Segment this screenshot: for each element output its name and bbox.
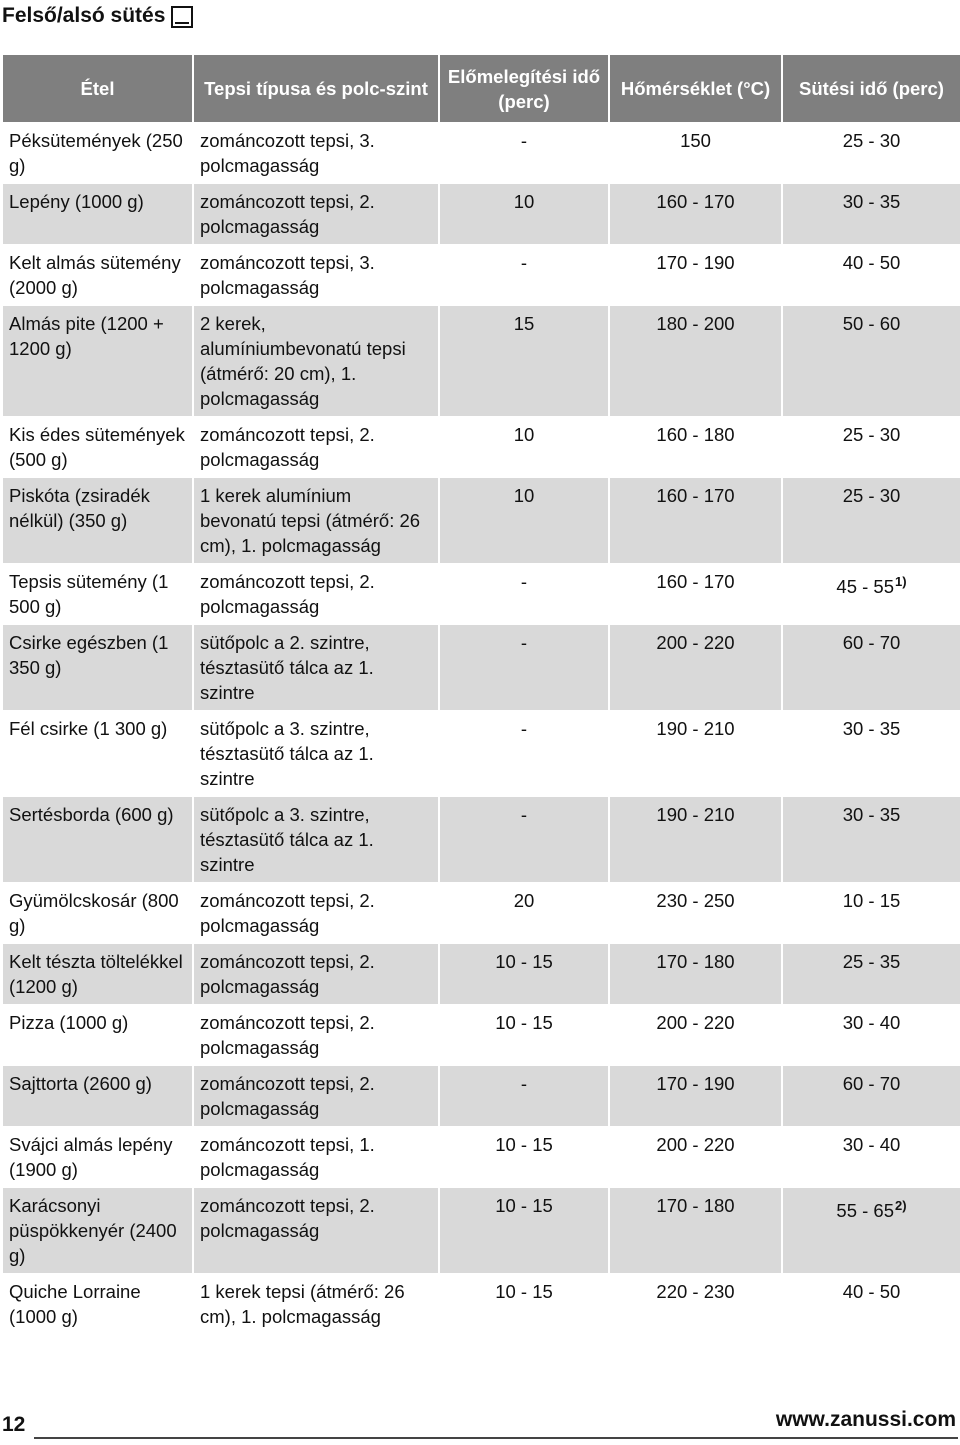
cell-tray (194, 625, 438, 710)
cell-preheat (440, 883, 608, 943)
cell-temperature-value: 170 - 190 (656, 1073, 735, 1094)
cell-cooking-time (783, 944, 960, 1004)
cell-temperature (610, 711, 781, 796)
cell-temperature (610, 1005, 781, 1065)
cell-temperature (610, 944, 781, 1004)
cell-food (3, 711, 192, 796)
cell-tray-value: zománcozott tepsi, 2. polcmagasság (200, 424, 375, 470)
cell-tray (194, 1005, 438, 1065)
header-tray: Tepsi típusa és polc-szint (194, 55, 438, 122)
cell-tray-value: 1 kerek tepsi (átmérő: 26 cm), 1. polcmagasság (200, 1281, 405, 1327)
cell-cooking-time-value: 25 - 30 (842, 485, 901, 506)
cell-tray-value: zománcozott tepsi, 2. polcmagasság (200, 1012, 375, 1058)
cell-food-value: Svájci almás lepény (1900 g) (9, 1134, 173, 1180)
cell-tray-value: zománcozott tepsi, 2. polcmagasság (200, 1073, 375, 1119)
page-number: 12 (2, 1413, 26, 1436)
cell-tray (194, 883, 438, 943)
footnote-marker: 1) (895, 574, 907, 589)
cell-food-value: Kis édes sütemények (500 g) (9, 424, 185, 470)
cell-tray-value: 1 kerek alumínium bevonatú tepsi (átmérő: 26 cm), 1. polcmagasság (200, 485, 421, 556)
cell-preheat-value: 10 - 15 (495, 951, 553, 972)
cell-preheat (440, 1127, 608, 1187)
cell-temperature (610, 1274, 781, 1334)
cell-preheat-value: - (520, 571, 528, 592)
table-row (3, 1005, 960, 1065)
cell-tray-value: sütőpolc a 3. szintre, tésztasütő tálca az 1. szintre (200, 804, 374, 875)
table-row (3, 1127, 960, 1187)
cell-preheat-value: 20 (513, 890, 535, 911)
cell-cooking-time (783, 417, 960, 477)
cell-cooking-time-value: 45 - 55 (836, 576, 895, 597)
cell-temperature (610, 883, 781, 943)
cell-preheat (440, 797, 608, 882)
cell-cooking-time (783, 1188, 960, 1273)
section-title (2, 4, 193, 28)
cell-food-value: Kelt tészta töltelékkel (1200 g) (9, 951, 183, 997)
table-row (3, 417, 960, 477)
cell-cooking-time (783, 478, 960, 563)
cooking-table (1, 54, 960, 1335)
cell-preheat-value: 10 (513, 485, 535, 506)
cell-tray-value: sütőpolc a 2. szintre, tésztasütő tálca az 1. szintre (200, 632, 374, 703)
table-row (3, 883, 960, 943)
cell-tray (194, 1188, 438, 1273)
cell-preheat-value: 10 - 15 (495, 1195, 553, 1216)
cell-food (3, 123, 192, 183)
cell-food-value: Gyümölcskosár (800 g) (9, 890, 179, 936)
cell-preheat-value: 10 (513, 424, 535, 445)
cell-food-value: Sajttorta (2600 g) (9, 1073, 152, 1094)
cell-food-value: Almás pite (1200 + 1200 g) (9, 313, 164, 359)
cell-preheat (440, 564, 608, 624)
cell-cooking-time-value: 60 - 70 (842, 632, 901, 653)
cell-cooking-time-value: 40 - 50 (842, 1281, 901, 1302)
cell-temperature (610, 123, 781, 183)
table-row (3, 1274, 960, 1334)
cell-temperature-value: 190 - 210 (656, 804, 735, 825)
cell-food (3, 1127, 192, 1187)
cell-food (3, 1066, 192, 1126)
cell-food (3, 797, 192, 882)
cell-food (3, 1188, 192, 1273)
cell-temperature-value: 200 - 220 (656, 1012, 735, 1033)
cell-preheat (440, 123, 608, 183)
cell-temperature (610, 417, 781, 477)
cell-food-value: Karácsonyi püspökkenyér (2400 g) (9, 1195, 177, 1266)
cell-temperature-value: 200 - 220 (656, 1134, 735, 1155)
cell-temperature-value: 160 - 170 (656, 191, 735, 212)
cell-food-value: Fél csirke (1 300 g) (9, 718, 168, 739)
cell-cooking-time-value: 30 - 40 (842, 1012, 901, 1033)
table-row (3, 1066, 960, 1126)
cell-food-value: Csirke egészben (1 350 g) (9, 632, 169, 678)
cell-temperature-value: 200 - 220 (656, 632, 735, 653)
cell-cooking-time (783, 245, 960, 305)
cell-temperature-value: 180 - 200 (656, 313, 735, 334)
cell-preheat (440, 1066, 608, 1126)
header-temperature: Hőmérséklet (°C) (610, 55, 781, 122)
cell-food-value: Sertésborda (600 g) (9, 804, 174, 825)
cell-preheat (440, 184, 608, 244)
table-row (3, 245, 960, 305)
cell-cooking-time (783, 1005, 960, 1065)
cell-preheat-value: - (520, 130, 528, 151)
table-body (3, 123, 960, 1334)
cell-food (3, 625, 192, 710)
cell-preheat-value: 15 (513, 313, 535, 334)
header-preheat: Előmelegítési idő (perc) (440, 55, 608, 122)
footer-divider (34, 1437, 958, 1439)
cell-preheat-value: 10 - 15 (495, 1134, 553, 1155)
cell-tray (194, 1274, 438, 1334)
cell-tray (194, 1066, 438, 1126)
cell-preheat-value: 10 - 15 (495, 1281, 553, 1302)
cell-tray (194, 1127, 438, 1187)
table-row (3, 711, 960, 796)
cell-cooking-time-value: 25 - 30 (842, 424, 901, 445)
cell-preheat-value: - (520, 632, 528, 653)
cell-cooking-time (783, 184, 960, 244)
cell-tray (194, 711, 438, 796)
table-row (3, 1188, 960, 1273)
cell-temperature-value: 220 - 230 (656, 1281, 735, 1302)
cell-preheat-value: - (520, 718, 528, 739)
cell-preheat-value: 10 (513, 191, 535, 212)
cell-cooking-time (783, 625, 960, 710)
cell-food (3, 944, 192, 1004)
cell-tray (194, 564, 438, 624)
cell-cooking-time (783, 711, 960, 796)
cell-tray-value: zománcozott tepsi, 2. polcmagasság (200, 571, 375, 617)
cell-tray-value: zománcozott tepsi, 2. polcmagasság (200, 951, 375, 997)
cell-temperature-value: 230 - 250 (656, 890, 735, 911)
cell-tray-value: sütőpolc a 3. szintre, tésztasütő tálca az 1. szintre (200, 718, 374, 789)
table-row (3, 184, 960, 244)
table-header-row (3, 55, 960, 122)
cell-tray (194, 306, 438, 416)
cell-tray (194, 417, 438, 477)
section-title-text: Felső/alsó sütés (2, 4, 166, 27)
cell-preheat (440, 417, 608, 477)
table-row (3, 478, 960, 563)
cell-tray-value: 2 kerek, alumíniumbevonatú tepsi (átmérő: 20 cm), 1. polcmagasság (200, 313, 406, 409)
cell-cooking-time (783, 1127, 960, 1187)
cell-food-value: Tepsis sütemény (1 500 g) (9, 571, 169, 617)
cell-temperature (610, 1066, 781, 1126)
table-row (3, 625, 960, 710)
cell-preheat (440, 478, 608, 563)
cell-cooking-time-value: 60 - 70 (842, 1073, 901, 1094)
cell-temperature-value: 160 - 170 (656, 571, 735, 592)
cell-tray-value: zománcozott tepsi, 3. polcmagasság (200, 252, 375, 298)
cell-temperature (610, 1188, 781, 1273)
top-bottom-heat-icon (171, 6, 193, 28)
cell-preheat (440, 625, 608, 710)
cell-temperature-value: 190 - 210 (656, 718, 735, 739)
cell-temperature (610, 797, 781, 882)
cell-cooking-time-value: 40 - 50 (842, 252, 901, 273)
cell-tray (194, 944, 438, 1004)
cell-cooking-time (783, 1066, 960, 1126)
cell-cooking-time-value: 30 - 35 (842, 804, 901, 825)
cell-tray (194, 184, 438, 244)
website-url: www.zanussi.com (775, 1408, 956, 1431)
cell-cooking-time (783, 306, 960, 416)
cell-food-value: Piskóta (zsiradék nélkül) (350 g) (9, 485, 150, 531)
cell-temperature-value: 160 - 180 (656, 424, 735, 445)
cell-cooking-time (783, 564, 960, 624)
cell-food (3, 184, 192, 244)
cell-temperature (610, 245, 781, 305)
table-row (3, 944, 960, 1004)
header-cooking-time: Sütési idő (perc) (783, 55, 960, 122)
cell-tray (194, 123, 438, 183)
header-food: Étel (3, 55, 192, 122)
cell-preheat (440, 711, 608, 796)
cell-cooking-time-value: 25 - 30 (842, 130, 901, 151)
cell-tray-value: zománcozott tepsi, 3. polcmagasság (200, 130, 375, 176)
cell-tray (194, 797, 438, 882)
cell-temperature (610, 184, 781, 244)
footnote-marker: 2) (895, 1198, 907, 1213)
cell-tray-value: zománcozott tepsi, 2. polcmagasság (200, 1195, 375, 1241)
cell-food-value: Péksütemények (250 g) (9, 130, 183, 176)
cell-tray-value: zománcozott tepsi, 1. polcmagasság (200, 1134, 375, 1180)
cell-temperature (610, 564, 781, 624)
cell-food (3, 306, 192, 416)
cell-temperature (610, 1127, 781, 1187)
cell-cooking-time-value: 10 - 15 (842, 890, 901, 911)
table-row (3, 797, 960, 882)
cell-cooking-time-value: 30 - 40 (842, 1134, 901, 1155)
cell-food-value: Pizza (1000 g) (9, 1012, 129, 1033)
cell-preheat-value: 10 - 15 (495, 1012, 553, 1033)
cell-preheat-value: - (520, 804, 528, 825)
cell-preheat-value: - (520, 1073, 528, 1094)
cell-tray-value: zománcozott tepsi, 2. polcmagasság (200, 890, 375, 936)
cell-temperature-value: 170 - 180 (656, 1195, 735, 1216)
cell-food (3, 883, 192, 943)
cell-cooking-time (783, 123, 960, 183)
cell-temperature-value: 170 - 180 (656, 951, 735, 972)
cell-food-value: Quiche Lorraine (1000 g) (9, 1281, 141, 1327)
cell-temperature (610, 306, 781, 416)
table-row (3, 306, 960, 416)
cell-food (3, 417, 192, 477)
table-row (3, 564, 960, 624)
cell-temperature (610, 625, 781, 710)
cell-temperature (610, 478, 781, 563)
cell-cooking-time-value: 30 - 35 (842, 718, 901, 739)
cell-food (3, 1005, 192, 1065)
cell-preheat-value: - (520, 252, 528, 273)
cell-temperature-value: 170 - 190 (656, 252, 735, 273)
cell-cooking-time (783, 797, 960, 882)
cell-food (3, 564, 192, 624)
cell-tray (194, 478, 438, 563)
cell-tray-value: zománcozott tepsi, 2. polcmagasság (200, 191, 375, 237)
cell-preheat (440, 306, 608, 416)
cell-tray (194, 245, 438, 305)
cell-food (3, 245, 192, 305)
cell-preheat (440, 1005, 608, 1065)
cell-cooking-time (783, 1274, 960, 1334)
cell-food (3, 478, 192, 563)
cell-food (3, 1274, 192, 1334)
table-row (3, 123, 960, 183)
cell-preheat (440, 245, 608, 305)
cell-temperature-value: 160 - 170 (656, 485, 735, 506)
cell-cooking-time-value: 55 - 65 (836, 1200, 895, 1221)
cell-food-value: Lepény (1000 g) (9, 191, 144, 212)
cell-preheat (440, 944, 608, 1004)
cell-cooking-time-value: 50 - 60 (842, 313, 901, 334)
cell-cooking-time-value: 25 - 35 (842, 951, 901, 972)
cell-preheat (440, 1274, 608, 1334)
cell-temperature-value: 150 (680, 130, 711, 151)
cell-cooking-time (783, 883, 960, 943)
cell-preheat (440, 1188, 608, 1273)
cell-food-value: Kelt almás sütemény (2000 g) (9, 252, 181, 298)
cell-cooking-time-value: 30 - 35 (842, 191, 901, 212)
